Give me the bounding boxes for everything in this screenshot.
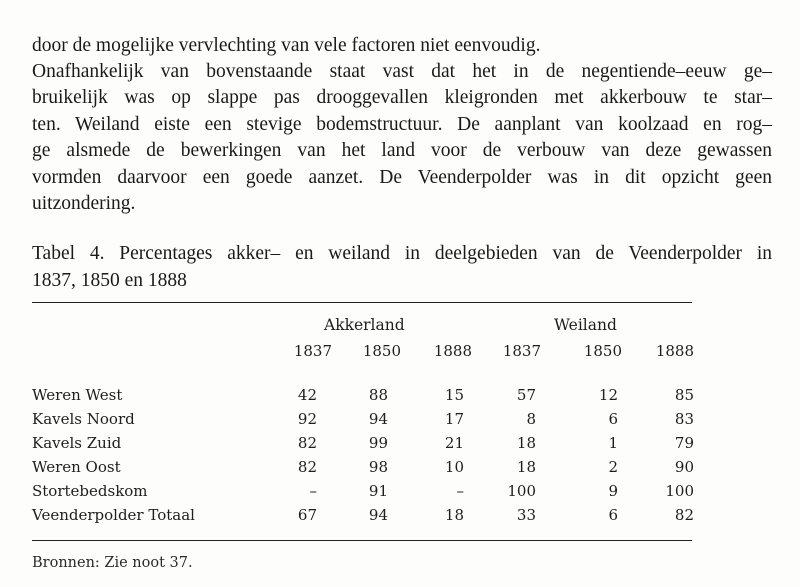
table-cell: 33: [516, 506, 536, 524]
table-cell: –: [456, 482, 464, 500]
table-cell: 12: [598, 386, 618, 404]
table-cell: 15: [444, 386, 464, 404]
year-header: 1850: [583, 342, 622, 360]
paragraph-line: uitzondering.: [32, 193, 136, 215]
table-cell: 2: [608, 458, 618, 476]
table-cell: 10: [444, 458, 464, 476]
table-cell: 82: [297, 458, 317, 476]
table-cell: 6: [608, 506, 618, 524]
row-label: Kavels Zuid: [32, 434, 122, 452]
year-header: 1888: [655, 342, 694, 360]
table-bottom-rule: [32, 540, 692, 541]
table-cell: 98: [368, 458, 388, 476]
row-label: Stortebedskom: [32, 482, 148, 500]
table-cell: 82: [297, 434, 317, 452]
table-cell: 100: [507, 482, 536, 500]
row-label: Kavels Noord: [32, 410, 135, 428]
year-header: 1888: [433, 342, 472, 360]
table-cell: 90: [674, 458, 694, 476]
group-header-weiland: Weiland: [554, 316, 617, 334]
table-cell: 100: [665, 482, 694, 500]
paragraph-line: bruikelijk was op slappe pas drooggevallen kleigronden met akkerbouw te star–: [32, 87, 772, 109]
year-header: 1850: [362, 342, 401, 360]
caption-line: 1837, 1850 en 1888: [32, 270, 187, 291]
table-cell: 85: [674, 386, 694, 404]
row-label: Weren Oost: [32, 458, 121, 476]
table-cell: 94: [368, 506, 388, 524]
table-cell: 8: [526, 410, 536, 428]
year-header: 1837: [293, 342, 332, 360]
paragraph-line: ten. Weiland eiste een stevige bodemstructuur. De aanplant van koolzaad en rog–: [32, 113, 772, 135]
paragraph-line: door de mogelijke vervlechting van vele factoren niet eenvoudig.: [32, 35, 541, 56]
table-cell: 1: [608, 434, 618, 452]
table-cell: 67: [297, 506, 317, 524]
table-cell: 79: [674, 434, 694, 452]
table-cell: 88: [368, 386, 388, 404]
year-header: 1837: [502, 342, 541, 360]
paragraph-main: [32, 59, 772, 217]
paragraph-line: ge alsmede de bewerkingen van het land voor de verbouw van deze gewassen: [32, 140, 772, 162]
table-cell: 57: [516, 386, 536, 404]
table-cell: 18: [444, 506, 464, 524]
paragraph-line: Onafhankelijk van bovenstaande staat vast dat het in de negentiende–eeuw ge–: [32, 61, 772, 82]
table-cell: 9: [608, 482, 618, 500]
table-cell: 6: [608, 410, 618, 428]
table-cell: 18: [516, 434, 536, 452]
row-label: Veenderpolder Totaal: [32, 506, 195, 524]
table-cell: 82: [674, 506, 694, 524]
table-source-note: Bronnen: Zie noot 37.: [32, 555, 193, 571]
group-header-akkerland: Akkerland: [324, 316, 405, 334]
table-top-rule: [32, 302, 692, 303]
paragraph-line: vormden daarvoor een goede aanzet. De Veenderpolder was in dit opzicht geen: [32, 166, 772, 188]
paragraph-continuation: [32, 33, 772, 59]
table-cell: 21: [444, 434, 464, 452]
table-cell: 92: [297, 410, 317, 428]
table-cell: 91: [368, 482, 388, 500]
row-label: Weren West: [32, 386, 123, 404]
table-cell: 17: [444, 410, 464, 428]
caption-line: Tabel 4. Percentages akker– en weiland in deelgebieden van de Veenderpolder in: [32, 243, 772, 264]
table-cell: 83: [674, 410, 694, 428]
table-cell: –: [309, 482, 317, 500]
table-cell: 18: [516, 458, 536, 476]
table-cell: 42: [297, 386, 317, 404]
table-cell: 99: [368, 434, 388, 452]
table-caption: [32, 240, 772, 294]
table-cell: 94: [368, 410, 388, 428]
